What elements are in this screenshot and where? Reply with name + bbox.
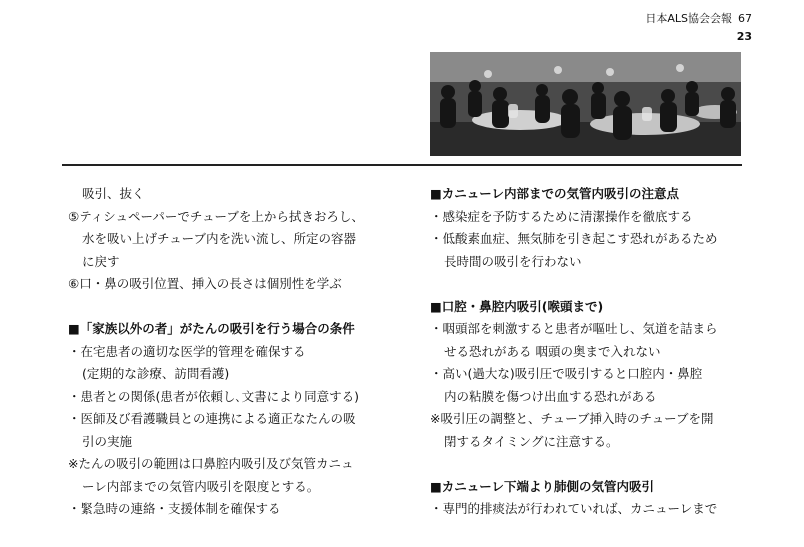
procedure-step-5-cont-2: に戻す — [82, 253, 120, 269]
cannula-item-2: ・低酸素血症、無気肺を引き起こす恐れがあるため — [430, 231, 718, 246]
condition-note-cont: ーレ内部までの気管内吸引を限度とする。 — [82, 478, 320, 494]
condition-note: ※たんの吸引の範囲は口鼻腔内吸引及び気管カニュ — [68, 456, 354, 471]
procedure-step-5: ⑤ティシュペーパーでチューブを上から拭きおろし、 — [68, 208, 364, 224]
condition-item-3: ・医師及び看護職員との連携による適正なたんの吸 — [68, 411, 356, 426]
condition-item-1-cont: (定期的な診療、訪問看護) — [82, 366, 230, 381]
section-heading-conditions: ■「家族以外の者」がたんの吸引を行う場合の条件 — [68, 321, 355, 336]
cannula-item-2-cont: 長時間の吸引を行わない — [444, 253, 582, 269]
condition-item-1: ・在宅患者の適切な医学的管理を確保する — [68, 343, 306, 359]
page-header — [645, 10, 752, 46]
condition-item-4: ・緊急時の連絡・支援体制を確保する — [68, 501, 281, 516]
spacer — [430, 273, 750, 296]
oral-item-2: ・高い(過大な)吸引圧で吸引すると口腔内・鼻腔 — [430, 366, 703, 381]
oral-item-1: ・咽頭部を刺激すると患者が嘔吐し、気道を詰まら — [430, 321, 718, 336]
procedure-step-5-cont-1: 水を吸い上げチューブ内を洗い流し、所定の容器 — [82, 231, 357, 246]
meeting-photo-graphic — [430, 52, 741, 156]
journal-line — [645, 10, 752, 28]
oral-note: ※吸引圧の調整と、チューブ挿入時のチューブを開 — [430, 411, 714, 426]
lower-trachea-item-1: ・専門的排痰法が行われていれば、カニューレまで — [430, 501, 718, 516]
section-heading-cannula: ■カニューレ内部までの気管内吸引の注意点 — [430, 186, 680, 201]
oral-note-cont: 閉するタイミングに注意する。 — [444, 433, 619, 449]
oral-item-1-cont: せる恐れがある 咽頭の奥まで入れない — [444, 343, 661, 359]
right-column — [430, 183, 750, 521]
left-column — [68, 183, 398, 521]
cannula-item-1: ・感染症を予防するために清潔操作を徹底する — [430, 208, 693, 224]
journal-title: 日本ALS協会会報 — [645, 12, 732, 25]
page-number: 23 — [736, 30, 752, 43]
procedure-step-6: ⑥口・鼻の吸引位置、挿入の長さは個別性を学ぶ — [68, 276, 342, 291]
issue-number: 67 — [738, 12, 752, 25]
section-heading-oral-nasal: ■口腔・鼻腔内吸引(喉頭まで) — [430, 298, 604, 314]
spacer — [68, 296, 398, 319]
procedure-line-1: 吸引、抜く — [82, 186, 145, 201]
header-divider — [62, 164, 742, 166]
meeting-photo — [430, 52, 741, 156]
oral-item-2-cont: 内の粘膜を傷つけ出血する恐れがある — [444, 388, 657, 404]
spacer — [430, 453, 750, 476]
condition-item-2: ・患者との関係(患者が依頼し､文書により同意する) — [68, 388, 360, 404]
condition-item-3-cont: 引の実施 — [82, 433, 133, 449]
section-heading-lower-trachea: ■カニューレ下端より肺側の気管内吸引 — [430, 478, 655, 494]
